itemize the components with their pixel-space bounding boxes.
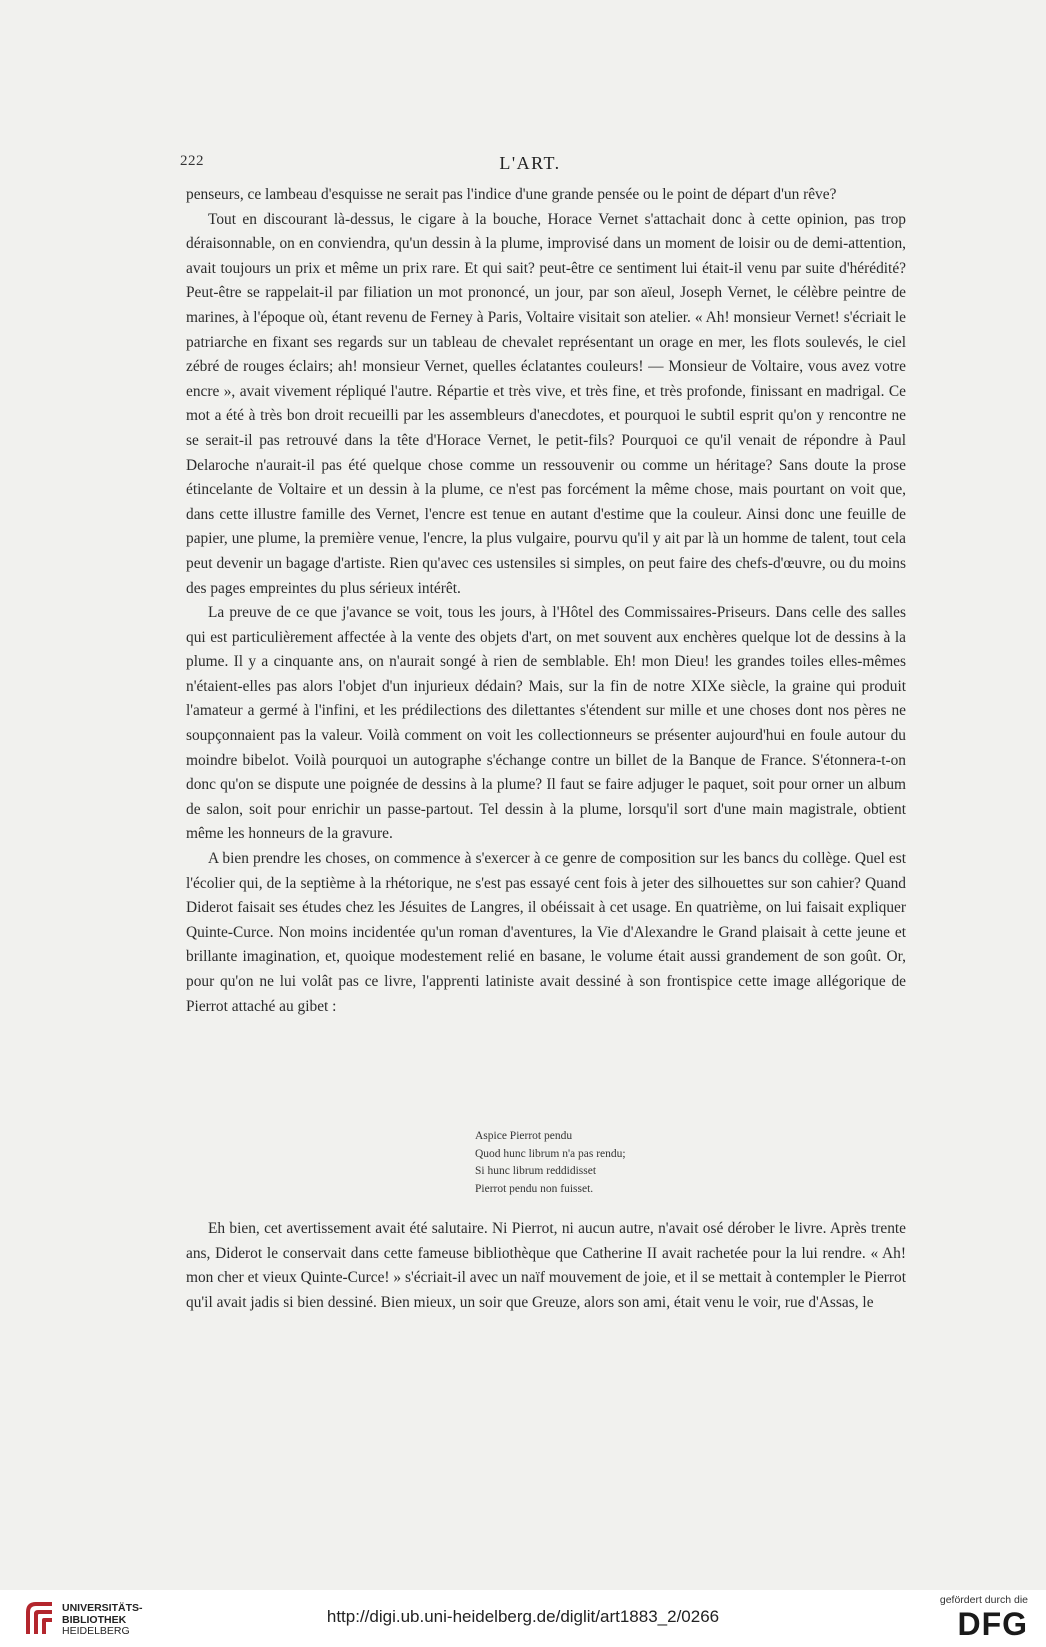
- funder-caption: gefördert durch die: [939, 1594, 1028, 1606]
- funder-block: [908, 1594, 1028, 1643]
- body-text-continued: [186, 1217, 906, 1315]
- paragraph: Eh bien, cet avertissement avait été salutaire. Ni Pierrot, ni aucun autre, n'avait osé dérober le livre. Après trente ans, Diderot le conservait dans cette fameuse bibliothèque que Catherine II avait rachetée pour la lui rendre. « Ah! mon cher et vieux Quinte-Curce! » s'écriait-il avec un naïf mouvement de joie, et il se mettait à contempler le Pierrot qu'il avait jadis si bien dessiné. Bien mieux, un soir que Greuze, alors son ami, était venu le voir, rue d'Assas, le: [186, 1220, 906, 1311]
- verse-line: Si hunc librum reddidisset: [475, 1165, 597, 1177]
- paragraph: La preuve de ce que j'avance se voit, tous les jours, à l'Hôtel des Commissaires-Priseurs. Dans celle des salles qui est particulièrement affectée à la vente des objets d'art, on met souvent aux enchères quelque lot de dessins à la plume. Il y a cinquante ans, on n'aurait songé à rien de semblable. Eh! mon Dieu! les grandes toiles elles-mêmes n'étaient-elles pas alors l'objet d'un injurieux dédain? Mais, sur la fin de notre XIXe siècle, la graine qui produit l'amateur a germé à l'infini, et les prédilections des dilettantes s'étendent sur mille et une choses dont nos pères ne soupçonnaient pas la valeur. Voilà comment on voit les collectionneurs se présenter aujourd'hui en foule autour du moindre bibelot. Voilà pourquoi un autographe s'échange contre un billet de la Banque de France. S'étonnera-t-on donc qu'on se dispute une poignée de dessins à la plume? Il faut se faire adjuger le paquet, soit pour orner un album de salon, soit pour enrichir un passe-partout. Tel dessin à la plume, lorsqu'il sort d'une main magistrale, obtient même les honneurs de la gravure.: [186, 604, 906, 843]
- paragraph: A bien prendre les choses, on commence à s'exercer à ce genre de composition sur les bancs du collège. Quel est l'écolier qui, de la septième à la rhétorique, ne s'est pas essayé cent fois à jeter des silhouettes sur son cahier? Quand Diderot faisait ses études chez les Jésuites de Langres, il obéissait à cet usage. En quatrième, on lui faisait expliquer Quinte-Curce. Non moins incidentée qu'un roman d'aventures, la Vie d'Alexandre le Grand plaisait à cette jeune et brillante imagination, et, quoique modestement relié en basane, le volume était aussi grandement de son goût. Or, pour qu'on ne lui volât pas ce livre, l'apprenti latiniste avait dessiné à son frontispice cette image allégorique de Pierrot attaché au gibet :: [186, 850, 906, 1015]
- paragraph: Tout en discourant là-dessus, le cigare à la bouche, Horace Vernet s'attachait donc à cette opinion, pas trop déraisonnable, on en conviendra, qu'un dessin à la plume, improvisé dans un moment de loisir ou de demi-attention, avait toujours un prix et même un prix rare. Et qui sait? peut-être ce sentiment lui était-il venu par suite d'hérédité? Peut-être se rappelait-il par filiation un mot prononcé, un jour, par son aïeul, Joseph Vernet, le célèbre peintre de marines, à l'époque où, étant revenu de Ferney à Paris, Voltaire visitait son atelier. « Ah! monsieur Vernet! s'écriait le patriarche en fixant ses regards sur un tableau de chevalet représentant un orage en mer, les flots soulevés, le ciel zébré de rouges éclairs; ah! monsieur Vernet, quelles éclatantes couleurs! — Monsieur de Voltaire, vous avez votre encre », avait vivement répliqué l'autre. Répartie et très vive, et très fine, et très profonde, finissant en madrigal. Ce mot a été à très bon droit recueilli par les assembleurs d'anecdotes, et pourquoi le subtil esprit qu'on y rencontre ne se serait-il pas retrouvé dans la tête d'Horace Vernet, le petit-fils? Pourquoi ce qu'il venait de répondre à Paul Delaroche n'aurait-il pas été quelque chose comme un ressouvenir ou comme un héritage? Sans doute la prose étincelante de Voltaire et un dessin à la plume, ce n'est pas forcément la même chose, mais pourtant on voit que, dans cette illustre famille des Vernet, l'encre est tenue en autant d'estime que la couleur. Ainsi donc une feuille de papier, une plume, la première venue, l'encre, la plus vulgaire, pourvu qu'il y ait par là un homme de talent, tout cela peut devenir un bagage d'artiste. Rien qu'avec ces ustensiles si simples, on peut faire des chefs-d'œuvre, ou du moins des pages empreintes du plus sérieux intérêt.: [186, 210, 906, 597]
- dfg-logo-text: DFG: [957, 1608, 1028, 1638]
- latin-verse: [475, 1128, 735, 1198]
- verse-line: Pierrot pendu non fuisset.: [475, 1182, 594, 1195]
- library-name-line: BIBLIOTHEK: [62, 1613, 127, 1626]
- page-header: [180, 153, 880, 173]
- digitization-footer: [0, 1590, 1046, 1647]
- body-text: [186, 183, 906, 1019]
- source-url-link[interactable]: http://digi.ub.uni-heidelberg.de/diglit/art1883_2/0266: [326, 1607, 720, 1626]
- dfg-logo: [936, 1608, 1028, 1638]
- verse-line: Quod hunc librum n'a pas rendu;: [475, 1147, 626, 1160]
- verse-line: Aspice Pierrot pendu: [475, 1130, 573, 1142]
- paragraph: penseurs, ce lambeau d'esquisse ne serait pas l'indice d'une grande pensée ou le point de départ d'un rêve?: [186, 186, 837, 203]
- library-name-line: HEIDELBERG: [62, 1625, 130, 1637]
- library-name-line: UNIVERSITÄTS-: [62, 1602, 143, 1614]
- running-title: L'ART.: [499, 153, 561, 173]
- page-number: 222: [180, 153, 204, 169]
